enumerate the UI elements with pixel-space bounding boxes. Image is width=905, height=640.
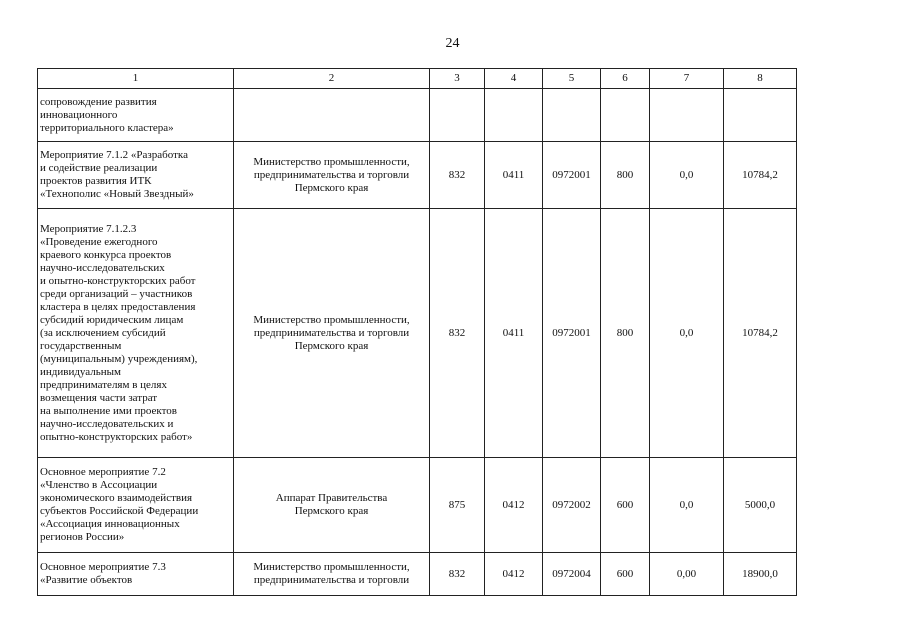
activity-cell: Основное мероприятие 7.2 «Членство в Ассоциации экономического взаимодействия субъектов Российской Федерации «Ассоциация инновационных регионов России» <box>38 458 234 553</box>
column-header: 3 <box>430 69 485 89</box>
section-code-cell: 0412 <box>485 553 543 596</box>
target-code-cell: 0972001 <box>543 142 601 209</box>
expense-type-cell: 800 <box>601 142 650 209</box>
activity-cell: Мероприятие 7.1.2 «Разработка и содействие реализации проектов развития ИТК «Технополис «Новый Звездный» <box>38 142 234 209</box>
section-code-cell: 0411 <box>485 209 543 458</box>
column-header: 1 <box>38 69 234 89</box>
target-code-cell: 0972001 <box>543 209 601 458</box>
section-code-cell: 0411 <box>485 142 543 209</box>
activity-cell: Мероприятие 7.1.2.3 «Проведение ежегодного краевого конкурса проектов научно-исследовательских и опытно-конструкторских работ среди организаций – участников кластера в целях предоставления субсидий юридическим лицам (за исключением субсидий государственным (муниципальным) учреждениям), индивидуальным предпринимателям в целях возмещения части затрат на выполнение ими проектов научно-исследовательских и опытно-конструкторских работ» <box>38 209 234 458</box>
value-col8-cell: 10784,2 <box>724 209 797 458</box>
column-header: 2 <box>234 69 430 89</box>
table-header-row <box>38 69 797 89</box>
expense-type-cell: 800 <box>601 209 650 458</box>
value-col7-cell: 0,0 <box>650 458 724 553</box>
ministry-code-cell: 832 <box>430 209 485 458</box>
activity-cell: сопровождение развития инновационного территориального кластера» <box>38 89 234 142</box>
ministry-code-cell: 875 <box>430 458 485 553</box>
target-code-cell <box>543 89 601 142</box>
column-header: 8 <box>724 69 797 89</box>
value-col8-cell: 18900,0 <box>724 553 797 596</box>
value-col8-cell: 5000,0 <box>724 458 797 553</box>
target-code-cell: 0972002 <box>543 458 601 553</box>
table-row <box>38 142 797 209</box>
activity-cell: Основное мероприятие 7.3 «Развитие объектов <box>38 553 234 596</box>
executor-cell: Министерство промышленности, предпринимательства и торговли Пермского края <box>234 142 430 209</box>
page-number: 24 <box>445 36 460 51</box>
section-code-cell <box>485 89 543 142</box>
column-header: 4 <box>485 69 543 89</box>
column-header: 5 <box>543 69 601 89</box>
executor-cell: Министерство промышленности, предпринимательства и торговли Пермского края <box>234 209 430 458</box>
ministry-code-cell: 832 <box>430 553 485 596</box>
table-row <box>38 209 797 458</box>
value-col7-cell: 0,0 <box>650 142 724 209</box>
expense-type-cell <box>601 89 650 142</box>
column-header: 7 <box>650 69 724 89</box>
executor-cell: Министерство промышленности, предпринимательства и торговли <box>234 553 430 596</box>
value-col7-cell <box>650 89 724 142</box>
ministry-code-cell: 832 <box>430 142 485 209</box>
target-code-cell: 0972004 <box>543 553 601 596</box>
table-row <box>38 89 797 142</box>
column-header: 6 <box>601 69 650 89</box>
expense-type-cell: 600 <box>601 458 650 553</box>
value-col7-cell: 0,0 <box>650 209 724 458</box>
table-row <box>38 553 797 596</box>
section-code-cell: 0412 <box>485 458 543 553</box>
executor-cell <box>234 89 430 142</box>
value-col8-cell <box>724 89 797 142</box>
expense-type-cell: 600 <box>601 553 650 596</box>
value-col8-cell: 10784,2 <box>724 142 797 209</box>
budget-table <box>37 68 797 596</box>
ministry-code-cell <box>430 89 485 142</box>
executor-cell: Аппарат Правительства Пермского края <box>234 458 430 553</box>
value-col7-cell: 0,00 <box>650 553 724 596</box>
table-row <box>38 458 797 553</box>
